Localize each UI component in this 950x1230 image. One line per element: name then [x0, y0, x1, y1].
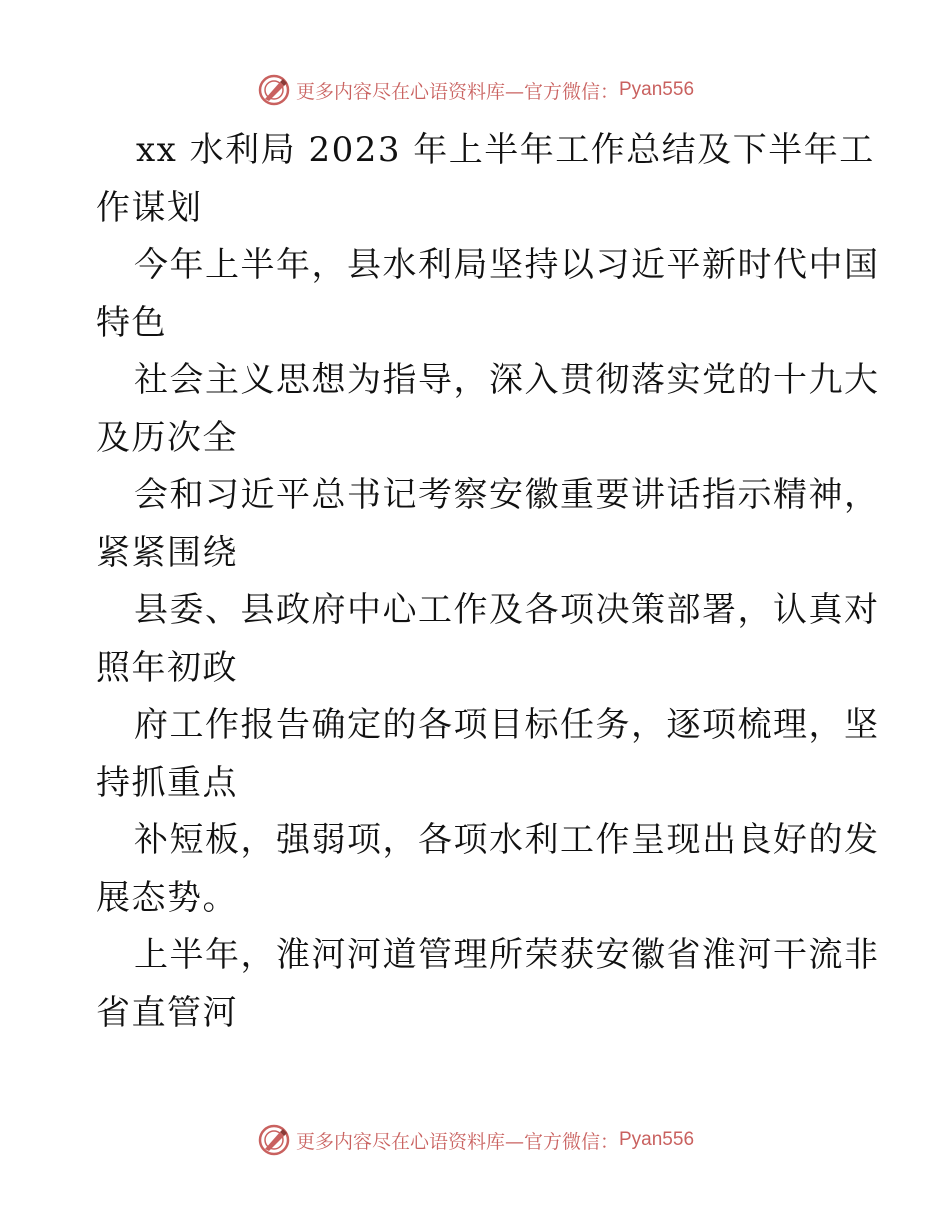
paragraph-line: 会和习近平总书记考察安徽重要讲话指示精神， [134, 475, 880, 515]
paragraph-line: 持抓重点 [96, 762, 238, 803]
footer-watermark [0, 1120, 950, 1160]
title-line-1: xx 水利局 2023 年上半年工作总结及下半年工 [136, 130, 875, 170]
watermark-account: Pyan556 [619, 1129, 695, 1150]
paragraph-line: 府工作报告确定的各项目标任务，逐项梳理，坚 [134, 705, 880, 745]
paragraph-line: 照年初政 [96, 647, 238, 688]
paragraph-line: 紧紧围绕 [96, 532, 238, 573]
paragraph-line: 县委、县政府中心工作及各项决策部署，认真对 [134, 590, 880, 630]
paragraph-line: 今年上半年，县水利局坚持以习近平新时代中国 [134, 245, 880, 285]
title-line-2: 作谋划 [96, 187, 203, 228]
watermark-text: 更多内容尽在心语资料库—官方微信： [295, 80, 619, 103]
pen-logo-icon [256, 72, 292, 108]
watermark-account: Pyan556 [619, 79, 695, 100]
paragraph-line: 及历次全 [96, 417, 238, 458]
pen-logo-icon [256, 1122, 292, 1158]
paragraph-line: 展态势。 [96, 877, 238, 918]
watermark-text: 更多内容尽在心语资料库—官方微信： [295, 1130, 619, 1153]
paragraph-line: 上半年，淮河河道管理所荣获安徽省淮河干流非 [134, 935, 880, 975]
paragraph-line: 省直管河 [96, 992, 238, 1033]
header-watermark [0, 70, 950, 110]
document-body [96, 122, 880, 1042]
paragraph-line: 社会主义思想为指导，深入贯彻落实党的十九大 [134, 360, 880, 400]
paragraph-line: 补短板，强弱项，各项水利工作呈现出良好的发 [134, 820, 880, 860]
paragraph-line: 特色 [96, 302, 167, 343]
